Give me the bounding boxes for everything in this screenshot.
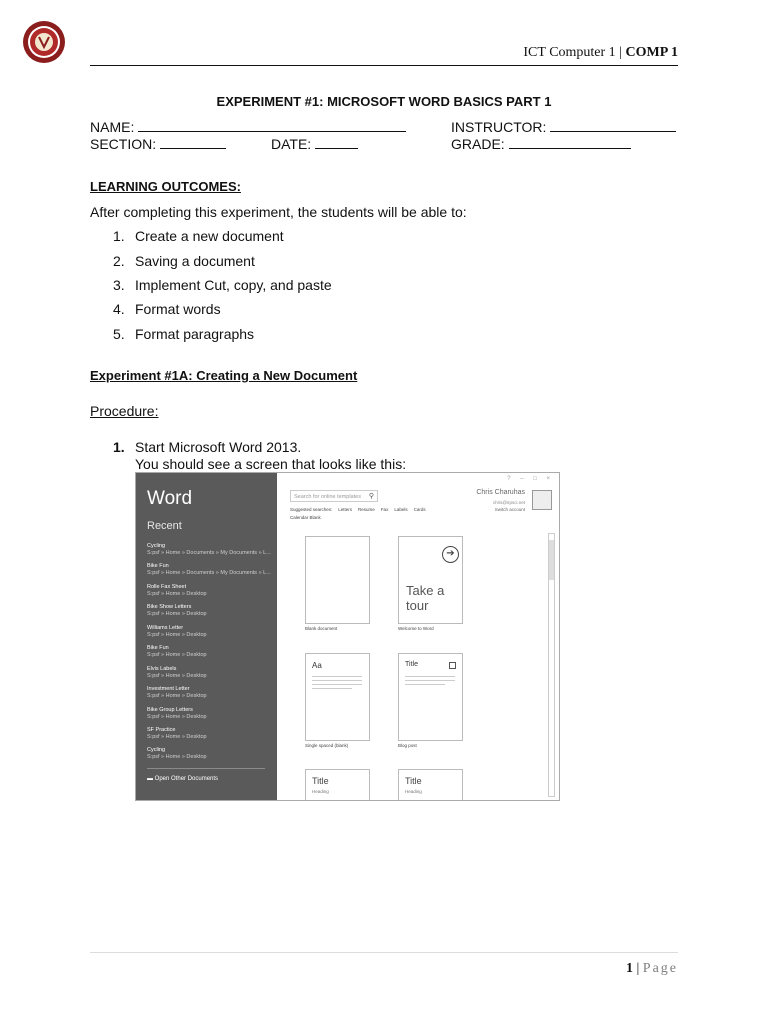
suggested-link[interactable]: Labels [394,507,408,512]
recent-file[interactable]: Investment Letter S:psf » Home » Desktop [147,686,207,699]
template-text: Title [405,661,418,668]
instructor-blank[interactable] [550,119,676,132]
course-code: COMP 1 [625,45,678,60]
template-label: Blank document [305,626,338,631]
school-seal-logo [22,20,66,64]
recent-file[interactable]: Bike Show Letters S:psf » Home » Desktop [147,604,207,617]
search-icon[interactable]: ⚲ [368,493,374,500]
experiment-title: EXPERIMENT #1: MICROSOFT WORD BASICS PART 1 [216,94,552,109]
section-blank[interactable] [160,136,226,149]
grade-field [451,136,631,152]
grade-blank[interactable] [509,136,631,149]
switch-account-link[interactable]: Switch account [494,507,525,512]
template-subtext: Heading [405,789,422,794]
page-label: Page [642,961,678,976]
scrollbar-thumb[interactable] [549,540,554,580]
list-item: 4. Format words [113,301,221,317]
recent-heading: Recent [147,520,182,532]
template-text: Take a tour [406,583,445,613]
suggested-link[interactable]: Resume [358,507,375,512]
instructor-field [451,119,676,135]
template-text: Title [405,776,422,786]
recent-file[interactable]: Bike Fun S:psf » Home » Desktop [147,645,207,658]
template-text: Title [312,776,329,786]
recent-file[interactable]: Cycling S:psf » Home » Desktop [147,747,207,760]
folder-icon: ▬ [147,776,153,782]
suggested-link[interactable]: Letters [338,507,353,512]
step-subtext: You should see a screen that looks like this: [135,456,407,472]
template-blog-post[interactable] [398,653,463,741]
suggested-searches: Suggested searches: Letters Resume Fax Labels Cards [290,507,426,512]
step-text: Start Microsoft Word 2013. [135,439,302,455]
suggested-searches-row2 [290,515,321,520]
section-field [90,136,226,152]
recent-file[interactable]: Bike Fun S:psf » Home » Documents » My Documents » L... [147,563,271,576]
word-sidebar [136,473,277,800]
suggested-link[interactable]: Blank [309,515,321,520]
instructor-label: INSTRUCTOR: [451,119,547,135]
template-title-heading[interactable] [398,769,463,801]
page-header [523,45,678,61]
name-blank[interactable] [138,119,406,132]
template-search-input[interactable]: Search for online templates ⚲ [290,490,378,502]
header-rule [90,65,678,66]
recent-file[interactable]: Rolle Fax Sheet S:psf » Home » Desktop [147,584,207,597]
word-start-screen-screenshot [135,472,560,801]
name-field [90,119,406,135]
word-main-pane [277,473,559,800]
grade-label: GRADE: [451,136,505,152]
footer-rule [90,952,678,953]
date-label: DATE: [271,136,312,152]
suggested-link[interactable]: Calendar [290,515,309,520]
name-label: NAME: [90,119,135,135]
template-label: Blog post [398,743,417,748]
scrollbar[interactable] [548,533,555,797]
suggested-link[interactable]: Cards [413,507,426,512]
page-footer [626,961,678,977]
date-blank[interactable] [315,136,358,149]
recent-file[interactable]: Williams Letter S:psf » Home » Desktop [147,625,207,638]
outcomes-intro: After completing this experiment, the students will be able to: [90,204,467,220]
recent-file[interactable]: Bike Group Letters S:psf » Home » Desktop [147,707,207,720]
arrow-right-icon: ➔ [442,546,459,563]
course-name: ICT Computer 1 [523,45,616,60]
list-item: 2. Saving a document [113,253,255,269]
experiment-1a-heading: Experiment #1A: Creating a New Document [90,368,358,383]
outcomes-heading: LEARNING OUTCOMES: [90,179,241,194]
recent-file[interactable]: SF Practice S:psf » Home » Desktop [147,727,207,740]
footer-separator: | [632,961,643,976]
open-other-documents-button[interactable]: ▬ Open Other Documents [147,776,219,782]
word-app-title: Word [147,488,193,509]
template-blank-document[interactable] [305,536,370,624]
header-separator: | [615,45,626,60]
template-label: Welcome to Word [398,626,434,631]
avatar[interactable] [532,490,552,510]
square-icon [449,662,456,669]
list-item: 5. Format paragraphs [113,326,255,342]
template-label: Single spaced (blank) [305,743,349,748]
suggested-link[interactable]: Fax [380,507,389,512]
step-number: 1. [113,439,125,455]
template-title-heading[interactable] [305,769,370,801]
template-single-spaced[interactable] [305,653,370,741]
template-welcome-tour[interactable] [398,536,463,624]
recent-file[interactable]: Cycling S:psf » Home » Documents » My Documents » L... [147,543,271,556]
page-number: 1 [625,961,633,976]
date-field [271,136,358,152]
template-subtext: Heading [312,789,329,794]
user-name: Chris Charuhas [476,489,525,496]
list-item: 1. Create a new document [113,228,284,244]
template-text: Aa [312,661,322,670]
procedure-heading: Procedure: [90,403,159,419]
list-item: 3. Implement Cut, copy, and paste [113,277,332,293]
window-controls[interactable]: ? – □ × [507,476,554,482]
sidebar-divider [147,768,265,769]
user-email: chris@irpsci.net [492,500,525,505]
recent-file[interactable]: Elvis Labels S:psf » Home » Desktop [147,666,207,679]
section-label: SECTION: [90,136,157,152]
